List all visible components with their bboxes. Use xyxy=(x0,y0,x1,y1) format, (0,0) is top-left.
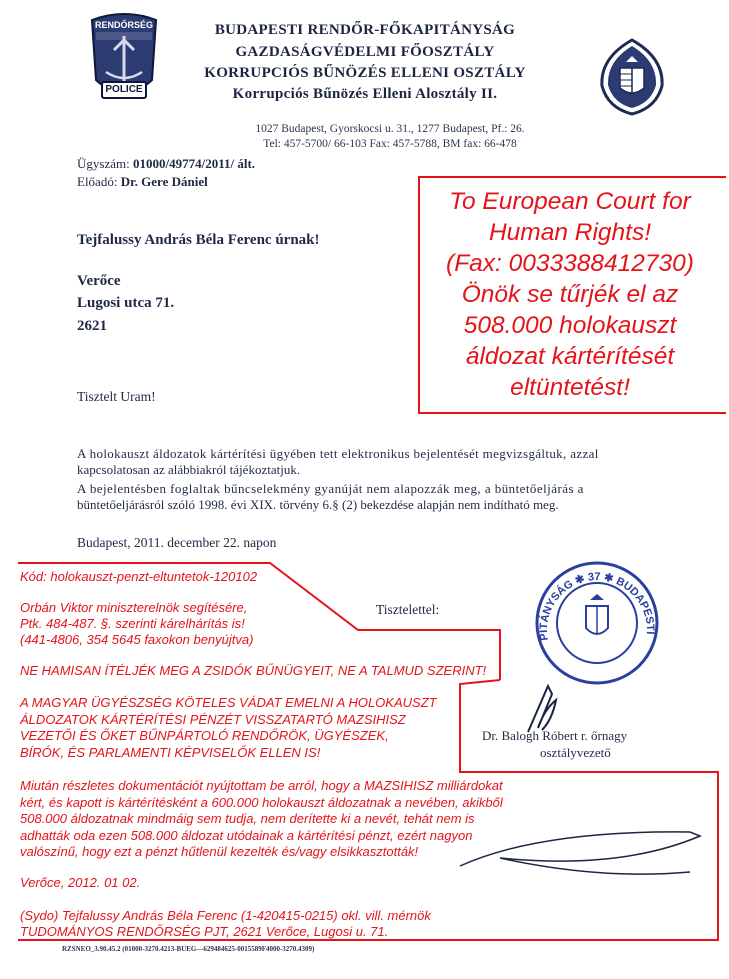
annotation-orban-line: Orbán Viktor miniszterelnök segítésére, xyxy=(20,600,248,615)
annotation-orban-line: (441-4806, 354 5645 faxokon benyújtva) xyxy=(20,632,254,647)
header-line-1: BUDAPESTI RENDŐR-FŐKAPITÁNYSÁG xyxy=(214,22,516,38)
annotation-place-date: Verőce, 2012. 01 02. xyxy=(20,875,141,890)
annotation-caps-2 xyxy=(20,695,437,761)
letter-date: Budapest, 2011. december 22. napon xyxy=(77,535,277,550)
para2-line1: A bejelentésben foglaltak bűncselekmény gyanúját nem alapozzák meg, a büntetőeljárás a xyxy=(77,481,584,496)
annotation-signature-line: TUDOMÁNYOS RENDŐRSÉG PJT, 2621 Verőce, Lugosi u. 71. xyxy=(20,924,389,939)
red-box-line: To European Court for xyxy=(449,188,691,215)
annotation-body-line: adhatták oda ezen 508.000 áldozat utódainak a kártérítési pénzt, ezért nagyon xyxy=(20,827,473,843)
red-box-line: 508.000 holokauszt xyxy=(463,312,677,339)
annotation-caps-line: BÍRÓK, ÉS PARLAMENTI KÉPVISELŐK ELLEN IS! xyxy=(20,744,321,760)
annotation-caps-line: A MAGYAR ÜGYÉSZSÉG KÖTELES VÁDAT EMELNI A HOLOKAUSZT xyxy=(20,695,437,710)
closing: Tisztelettel: xyxy=(376,602,440,617)
annotation-caps-line: ÁLDOZATOK KÁRTÉRÍTÉSI PÉNZÉT VISSZATARTÓ MAZSIHISZ xyxy=(20,711,406,727)
case-number-label: Ügyszám: xyxy=(77,156,133,171)
recipient-name: Tejfalussy András Béla Ferenc úrnak! xyxy=(77,232,320,248)
recipient-city: Verőce xyxy=(77,273,121,289)
header-line-2: GAZDASÁGVÉDELMI FŐOSZTÁLY xyxy=(235,44,495,60)
annotation-orban xyxy=(20,600,253,648)
recipient-street: Lugosi utca 71. xyxy=(77,295,175,311)
header-line-4: Korrupciós Bűnözés Elleni Alosztály II. xyxy=(232,86,498,102)
recipient-zip: 2621 xyxy=(77,318,107,334)
annotation-signature xyxy=(20,908,431,940)
annotation-signature-line: (Sydo) Tejfalussy András Béla Ferenc (1-420415-0215) okl. vill. mérnök xyxy=(20,908,431,923)
badge-top-text: RENDŐRSÉG xyxy=(94,20,153,30)
officer-label: Előadó: xyxy=(77,174,121,189)
stamp-text: PITÁNYSÁG ✱ 37 ✱ BUDAPESTI xyxy=(537,571,657,642)
annotation-body-line: Miután részletes dokumentációt nyújtottam be arról, hogy a MAZSIHISZ milliárdokat xyxy=(20,778,503,793)
annotation-body xyxy=(20,778,503,861)
annotation-code: Kód: holokauszt-penzt-eltuntetok-120102 xyxy=(20,569,258,584)
annotation-body-line: kért, és kapott is kártérítésként a 600.000 holokauszt áldozatnak a nevében, akikből xyxy=(20,794,503,810)
officer-value: Dr. Gere Dániel xyxy=(120,174,208,189)
footer-code: RZSNEO_3.90.45.2 (01000-3270.4213-BUEG—629484625-0015589F4000-3270.4309) xyxy=(62,945,315,953)
annotation-orban-line: Ptk. 484-487. §. szerinti kárelhárítás is! xyxy=(20,616,245,631)
case-number-value: 01000/49774/2011/ ált. xyxy=(132,156,256,171)
header-line-3: KORRUPCIÓS BŰNÖZÉS ELLENI OSZTÁLY xyxy=(204,65,526,81)
red-box-line: áldozat kártérítését xyxy=(465,343,675,370)
red-box-line: (Fax: 0033388412730) xyxy=(446,250,694,277)
badge-bottom-text: POLICE xyxy=(105,84,143,95)
para1-line1: A holokauszt áldozatok kártérítési ügyében tett elektronikus bejelentését megvizsgáltuk, azzal xyxy=(77,446,599,461)
annotation-caps-1: NE HAMISAN ÍTÉLJÉK MEG A ZSIDÓK BŰNÜGYEIT, NE A TALMUD SZERINT! xyxy=(20,663,487,678)
annotation-caps-line: VEZETŐI ÉS ŐKET BŰNPÁRTOLÓ RENDŐRÖK, ÜGYÉSZEK, xyxy=(20,728,389,743)
red-box-line: Önök se tűrjék el az xyxy=(461,281,679,308)
signer-title: osztályvezető xyxy=(540,745,611,760)
greeting: Tisztelt Uram! xyxy=(77,389,156,404)
red-box-line: eltüntetést! xyxy=(510,374,630,401)
red-box-line: Human Rights! xyxy=(488,219,652,246)
para1-line2: kapcsolatosan az alábbiakról tájékoztatjuk. xyxy=(77,462,301,477)
annotation-body-line: valószínű, hogy ezt a pénzt hűtlenül kezelték és/vagy elsikkasztották! xyxy=(20,844,419,859)
header-address: 1027 Budapest, Gyorskocsi u. 31., 1277 Budapest, Pf.: 26. xyxy=(255,123,525,135)
annotation-body-line: 508.000 áldozatnak mindmáig sem tudja, nem derítette ki a nevét, tehát nem is xyxy=(20,811,475,826)
header-phone: Tel: 457-5700/ 66-103 Fax: 457-5788, BM fax: 66-478 xyxy=(263,138,517,150)
signer-name: Dr. Balogh Róbert r. őrnagy xyxy=(482,728,628,743)
para2-line2: büntetőeljárásról szóló 1998. évi XIX. törvény 6.§ (2) bekezdése alapján nem indítható meg. xyxy=(77,497,559,512)
